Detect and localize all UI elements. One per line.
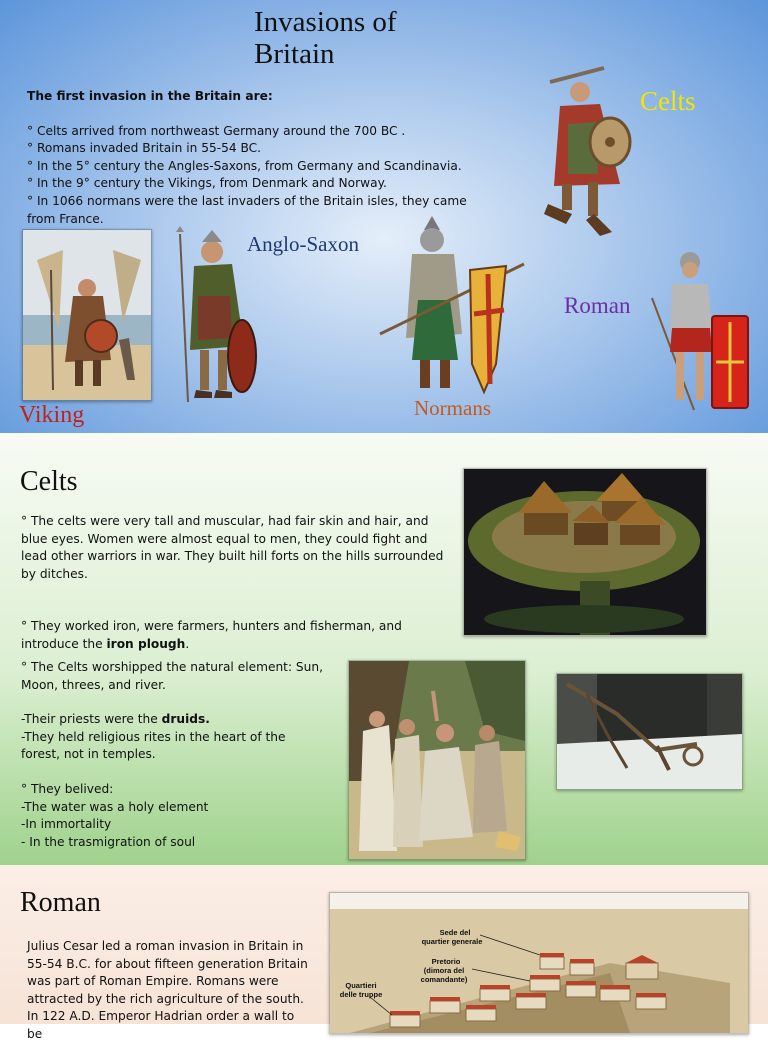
belief-soul: - In the trasmigration of soul (21, 834, 196, 849)
celts-paragraph-worship: ° The Celts worshipped the natural element: Sun, Moon, threes, and river. (21, 660, 323, 692)
bullet-anglo-saxons: ° In the 5° century the Angles-Saxons, from Germany and Scandinavia. (27, 158, 462, 173)
celts-paragraph-appearance: ° The celts were very tall and muscular, had fair skin and hair, and blue eyes. Women were almost equal to men, they could fight and lead other warriors in war. They built hill forts on the hills surrounded by ditches. (21, 514, 444, 581)
slide-celts (0, 433, 768, 865)
text-bold: druids. (161, 712, 210, 727)
viking-picture (22, 229, 152, 401)
intro-heading: The first invasion in the Britain are: (27, 89, 273, 103)
slide-title (254, 6, 514, 70)
iron-plough-photo (556, 673, 743, 790)
title-line-2: Britain (254, 38, 335, 70)
roman-paragraph-hadrian: In 122 A.D. Emperor Hadrian order a wall to be (27, 1009, 295, 1041)
map-label-troops-1: Quartieri (345, 981, 377, 990)
map-label-pretorio-2: (dimora del (423, 966, 465, 975)
label-normans: Normans (414, 396, 491, 420)
label-anglo-saxon: Anglo-Saxon (247, 232, 359, 256)
bullet-celts: ° Celts arrived from northweast Germany around the 700 BC . (27, 123, 406, 138)
bullet-romans: ° Romans invaded Britain in 55-54 BC. (27, 141, 262, 156)
celts-paragraph-iron (21, 618, 447, 653)
text-run: -Their priests were the (21, 712, 162, 727)
norman-warrior-illustration (378, 214, 526, 398)
bullet-normans: ° In 1066 normans were the last invaders of the Britain isles, they came from France. (27, 193, 467, 226)
text-bold: iron plough (106, 636, 186, 651)
celtic-hill-fort-photo (463, 468, 707, 636)
map-label-hq-2: quartier generale (421, 937, 483, 946)
slide-title: Roman (20, 887, 101, 918)
bullet-vikings: ° In the 9° century the Vikings, from Denmark and Norway. (27, 176, 387, 191)
roman-legionary-illustration (646, 248, 752, 412)
belief-water: -The water was a holy element (21, 799, 209, 814)
map-label-hq-1: Sede del (439, 928, 471, 937)
roman-text-block (27, 938, 312, 1044)
map-label-pretorio-1: Pretorio (431, 957, 461, 966)
celts-paragraph-forest: -They held religious rites in the heart of the forest, not in temples. (21, 729, 286, 762)
celts-paragraph-beliefs: ° They belived: (21, 781, 114, 796)
text-run: ° They worked iron, were farmers, hunters and fisherman, and introduce the (21, 619, 402, 651)
celts-religion-block (21, 659, 326, 851)
intro-text-block (27, 88, 497, 228)
roman-paragraph-caesar: Julius Cesar led a roman invasion in Britain in 55-54 B.C. for about fifteen generation Britain was part of Roman Empire. Romans were attracted by the rich agriculture of the south. (27, 939, 308, 1006)
roman-fort-diagram (329, 892, 749, 1034)
map-label-pretorio-3: comandante) (420, 975, 468, 984)
label-roman: Roman (564, 293, 631, 318)
druids-painting (348, 660, 526, 860)
slide-invasions (0, 0, 768, 433)
celts-paragraph-druids (21, 711, 326, 729)
slide-roman (0, 865, 768, 1041)
title-line-1: Invasions of (254, 6, 397, 38)
celt-warrior-illustration (538, 64, 638, 238)
belief-immortality: -In immortality (21, 817, 112, 832)
label-celts: Celts (640, 86, 696, 116)
slide-title: Celts (20, 466, 78, 497)
text-run: . (185, 636, 190, 651)
map-label-troops-2: delle truppe (339, 990, 383, 999)
celts-text-block (21, 513, 447, 654)
label-viking: Viking (19, 402, 85, 428)
